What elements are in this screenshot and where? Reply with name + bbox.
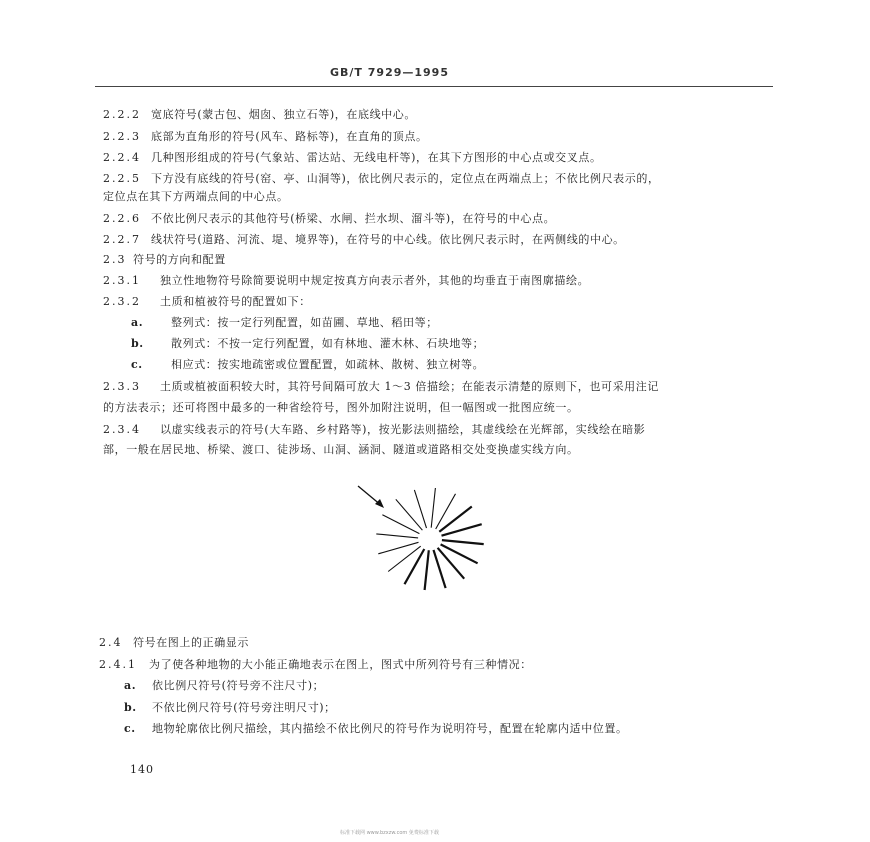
list-item-b: b. 散列式：不按一定行列配置，如有林地、灌木林、石块地等； [131,337,485,350]
list-item-c: c. 相应式：按实地疏密或位置配置，如疏林、散树、独立树等。 [131,358,485,371]
page-number: 140 [130,763,154,776]
arrow-icon [358,486,384,508]
clause-2-4-1: 2.4.1 为了使各种地物的大小能正确地表示在图上，图式中所列符号有三种情况： [99,658,532,671]
header-rule [95,86,773,87]
clause-2-2-3: 2.2.3 底部为直角形的符号(风车、路标等)，在直角的顶点。 [103,130,428,143]
standard-header: GB/T 7929—1995 [330,66,449,79]
section-2-3: 2.3 符号的方向和配置 [103,253,226,266]
ray-line [442,540,484,544]
list-item-a: a. 整列式：按一定行列配置，如苗圃、草地、稻田等； [131,316,438,329]
list-item-2-4-b: b. 不依比例尺符号(符号旁注明尺寸)； [124,701,336,714]
clause-2-3-4: 2.3.4 以虚实线表示的符号(大车路、乡村路等)，按光影法则描绘，其虚线绘在光辉部，实线绘在暗影 [103,423,646,436]
ray-group [376,488,483,590]
clause-2-3-1: 2.3.1 独立性地物符号除简要说明中规定按真方向表示者外，其他的均垂直于南图廓描绘。 [103,274,590,287]
footer-watermark: 标准下载网 www.bzxzw.com 免费标准下载 [340,830,439,836]
clause-2-2-6: 2.2.6 不依比例尺表示的其他符号(桥梁、水闸、拦水坝、溜斗等)，在符号的中心点。 [103,212,556,225]
list-item-2-4-c: c. 地物轮廓依比例尺描绘，其内描绘不依比例尺的符号作为说明符号，配置在轮廓内适中位置。 [124,722,628,735]
clause-2-3-2: 2.3.2 土质和植被符号的配置如下： [103,295,311,308]
clause-2-2-5: 2.2.5 下方没有底线的符号(窑、亭、山洞等)，依比例尺表示的，定位点在两端点上；不依比例尺表示的， [103,172,660,185]
clause-2-2-4: 2.2.4 几种图形组成的符号(气象站、雷达站、无线电杆等)，在其下方图形的中心点或交叉点。 [103,151,602,164]
clause-2-3-3-cont: 的方法表示；还可将图中最多的一种省绘符号，图外加附注说明，但一幅图或一批图应统一。 [103,401,579,414]
clause-2-2-5-cont: 定位点在其下方两端点间的中心点。 [103,190,289,203]
clause-2-2-2: 2.2.2 宽底符号(蒙古包、烟囱、独立石等)，在底线中心。 [103,108,416,121]
list-item-2-4-a: a. 依比例尺符号(符号旁不注尺寸)； [124,679,325,692]
clause-2-2-7: 2.2.7 线状符号(道路、河流、堤、境界等)，在符号的中心线。依比例尺表示时，在两侧线的中心。 [103,233,625,246]
ray-line [441,544,478,563]
section-2-4: 2.4 符号在图上的正确显示 [99,636,249,649]
ray-line [431,488,435,528]
light-shadow-rays-figure [356,484,506,594]
ray-line [405,549,425,584]
ray-line [376,534,418,538]
ray-line [425,550,429,590]
ray-line [382,515,419,534]
clause-2-3-3: 2.3.3 土质或植被面积较大时，其符号间隔可放大 1～3 倍描绘；在能表示清楚的原则下，也可采用注记 [103,380,659,393]
clause-2-3-4-cont: 部，一般在居民地、桥梁、渡口、徒涉场、山洞、涵洞、隧道或道路相交处变换虚实线方向。 [103,443,579,456]
ray-line [436,494,456,529]
